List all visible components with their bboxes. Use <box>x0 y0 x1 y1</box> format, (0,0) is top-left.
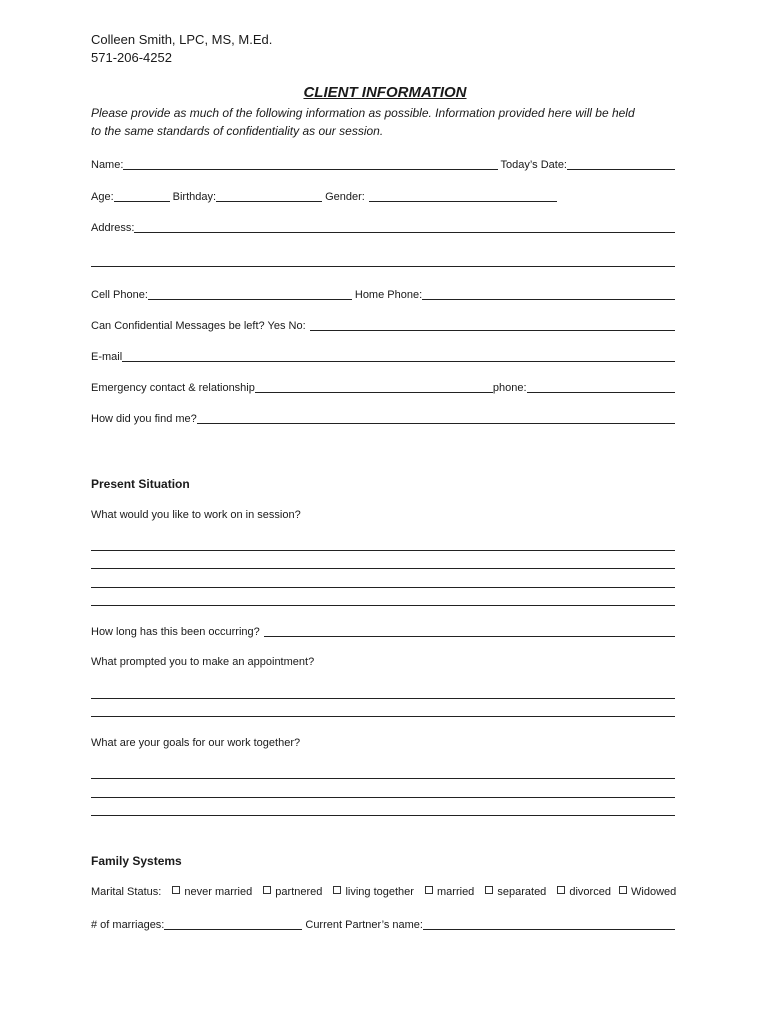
age-label: Age: <box>91 191 114 203</box>
home-phone-field[interactable] <box>422 288 675 300</box>
address-line-2[interactable] <box>91 266 675 267</box>
name-row <box>91 156 675 172</box>
work-on-question: What would you like to work on in session? <box>91 509 301 521</box>
confidential-row <box>91 317 675 333</box>
name-label: Name: <box>91 159 124 171</box>
marital-option-married[interactable]: married <box>425 886 474 898</box>
partner-name-field[interactable] <box>423 918 675 930</box>
marital-option-partnered[interactable]: partnered <box>263 886 322 898</box>
checkbox-icon[interactable] <box>485 886 493 894</box>
email-field[interactable] <box>122 350 675 362</box>
family-systems-heading: Family Systems <box>91 854 182 868</box>
work-on-line-4[interactable] <box>91 605 675 606</box>
present-situation-heading: Present Situation <box>91 477 190 491</box>
confidential-messages-field[interactable] <box>310 319 675 331</box>
todays-date-field[interactable] <box>567 158 675 170</box>
partner-name-label: Current Partner’s name: <box>305 919 423 931</box>
goals-line-1[interactable] <box>91 778 675 779</box>
how-long-label: How long has this been occurring? <box>91 626 260 638</box>
form-title: CLIENT INFORMATION <box>303 84 467 101</box>
gender-field[interactable] <box>369 190 557 202</box>
cell-phone-label: Cell Phone: <box>91 289 148 301</box>
emergency-contact-label: Emergency contact & relationship <box>91 382 255 394</box>
checkbox-icon[interactable] <box>333 886 341 894</box>
prompted-line-1[interactable] <box>91 698 675 699</box>
goals-line-3[interactable] <box>91 815 675 816</box>
home-phone-label: Home Phone: <box>354 289 423 301</box>
goals-question: What are your goals for our work together? <box>91 737 301 749</box>
gender-label: Gender: <box>325 191 365 203</box>
marital-status-label: Marital Status: <box>91 886 162 898</box>
work-on-line-3[interactable] <box>91 587 675 588</box>
prompted-question: What prompted you to make an appointment? <box>91 656 315 668</box>
address-field[interactable] <box>134 221 675 233</box>
prompted-line-2[interactable] <box>91 716 675 717</box>
emergency-phone-label: phone: <box>492 382 527 394</box>
checkbox-icon[interactable] <box>557 886 565 894</box>
work-on-line-2[interactable] <box>91 568 675 569</box>
num-marriages-label: # of marriages: <box>91 919 165 931</box>
goals-line-2[interactable] <box>91 797 675 798</box>
email-row <box>91 348 675 364</box>
marital-option-living-together[interactable]: living together <box>333 886 414 898</box>
how-found-row <box>91 410 675 426</box>
marriages-row <box>91 916 675 932</box>
num-marriages-field[interactable] <box>164 918 302 930</box>
age-field[interactable] <box>114 190 170 202</box>
how-found-field[interactable] <box>197 412 675 424</box>
checkbox-icon[interactable] <box>619 886 627 894</box>
emergency-contact-field[interactable] <box>255 381 493 393</box>
age-row <box>91 188 675 204</box>
marital-option-never-married[interactable]: never married <box>172 886 252 898</box>
checkbox-icon[interactable] <box>263 886 271 894</box>
todays-date-label: Today’s Date: <box>500 159 567 171</box>
therapist-phone: 571-206-4252 <box>91 50 172 65</box>
emergency-row <box>91 379 675 395</box>
address-row <box>91 219 675 235</box>
intro-line-1: Please provide as much of the following information as possible. Information provided here will be held <box>91 106 635 120</box>
checkbox-icon[interactable] <box>172 886 180 894</box>
cell-phone-field[interactable] <box>148 288 352 300</box>
how-long-row <box>91 623 675 639</box>
birthday-field[interactable] <box>216 190 322 202</box>
emergency-phone-field[interactable] <box>527 381 675 393</box>
email-label: E-mail <box>91 351 123 363</box>
marital-status-row <box>91 886 676 898</box>
marital-option-separated[interactable]: separated <box>485 886 546 898</box>
marital-option-widowed[interactable]: Widowed <box>619 886 676 898</box>
confidential-messages-label: Can Confidential Messages be left? Yes No: <box>91 320 306 332</box>
birthday-label: Birthday: <box>172 191 217 203</box>
work-on-line-1[interactable] <box>91 550 675 551</box>
name-field[interactable] <box>123 158 497 170</box>
phone-row <box>91 286 675 302</box>
checkbox-icon[interactable] <box>425 886 433 894</box>
intro-line-2: to the same standards of confidentiality as our session. <box>91 124 384 138</box>
address-label: Address: <box>91 222 135 234</box>
therapist-name: Colleen Smith, LPC, MS, M.Ed. <box>91 32 273 47</box>
how-long-field[interactable] <box>264 625 675 637</box>
how-found-label: How did you find me? <box>91 413 197 425</box>
marital-option-divorced[interactable]: divorced <box>557 886 611 898</box>
